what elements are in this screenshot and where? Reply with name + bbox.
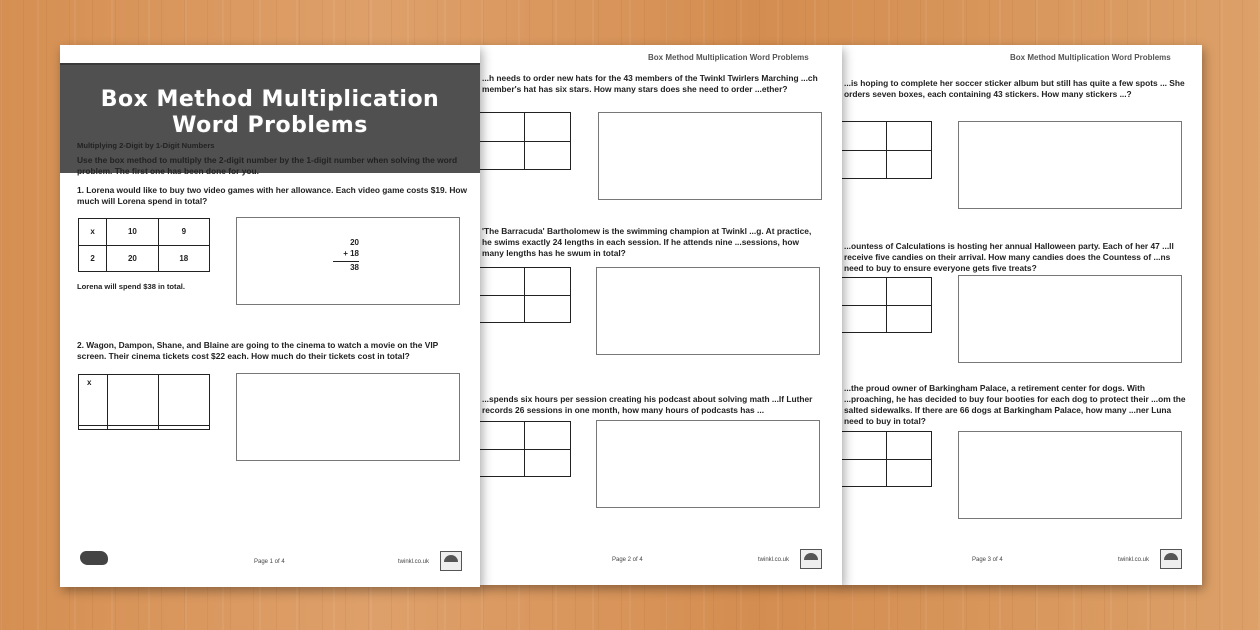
box-grid bbox=[840, 277, 932, 333]
twinkl-logo-icon bbox=[1160, 549, 1182, 569]
box-grid bbox=[840, 431, 932, 487]
question-1: 1. Lorena would like to buy two video games with her allowance. Each video game costs $19. How much will Lorena spend in total? bbox=[77, 185, 468, 206]
box-grid bbox=[478, 267, 571, 323]
twinkl-logo-icon bbox=[440, 551, 462, 571]
answer-box bbox=[598, 112, 822, 200]
question-7: ...ountess of Calculations is hosting her annual Halloween party. Each of her 47 ...ll receive five candies on their arrival. How many candies does the Countess of ...ns need to buy to ensure everyone gets five treats? bbox=[844, 241, 1174, 273]
site-link: twinkl.co.uk bbox=[1118, 557, 1150, 563]
box-grid bbox=[478, 421, 571, 477]
site-link: twinkl.co.uk bbox=[398, 559, 430, 565]
grid-cell: x bbox=[79, 219, 107, 246]
answer-sentence: Lorena will spend $38 in total. bbox=[77, 282, 186, 291]
answer-box bbox=[596, 267, 820, 355]
site-link: twinkl.co.uk bbox=[758, 557, 790, 563]
page-title: Box Method Multiplication bbox=[100, 87, 440, 112]
page-header: Box Method Multiplication Word Problems bbox=[1010, 53, 1171, 62]
box-grid bbox=[78, 374, 210, 430]
calc-line: + 18 bbox=[343, 249, 359, 258]
question-5: ...spends six hours per session creating his podcast about solving math ...If Luther records 26 sessions in one month, how many hours of podcasts has ... bbox=[482, 394, 813, 415]
grid-cell: 2 bbox=[79, 245, 107, 272]
question-4: 'The Barracuda' Bartholomew is the swimming champion at Twinkl ...g. At practice, he swims exactly 24 lengths in each session. If he attends nine ...sessions, how many lengths has he swum in total? bbox=[482, 226, 812, 258]
question-2: 2. Wagon, Dampon, Shane, and Blaine are going to the cinema to watch a movie on the VIP screen. Their cinema tickets cost $22 each. How much do their tickets cost in total? bbox=[77, 340, 439, 361]
grid-cell: 20 bbox=[107, 245, 158, 272]
page-title-line-2: Word Problems bbox=[172, 113, 368, 138]
question-8: ...the proud owner of Barkingham Palace, a retirement center for dogs. With ...proaching, he has decided to buy four booties for each dog to protect their ...om the salted sidewalks. If there are 66 dogs at Barkingham Palace, how many ...ner Luna need to buy in total? bbox=[844, 383, 1186, 426]
box-grid bbox=[840, 121, 932, 179]
answer-box-example bbox=[236, 217, 460, 305]
page-header: Box Method Multiplication Word Problems bbox=[648, 53, 809, 62]
answer-box bbox=[958, 121, 1182, 209]
answer-box bbox=[958, 431, 1182, 519]
instructions: Use the box method to multiply the 2-digit number by the 1-digit number when solving the word problem. The first one has been done for you. bbox=[77, 155, 458, 176]
calc-result: 38 bbox=[350, 263, 359, 272]
worksheet-page-2 bbox=[478, 45, 842, 585]
calc-rule bbox=[333, 261, 359, 262]
box-grid bbox=[478, 112, 571, 170]
subtitle: Multiplying 2-Digit by 1-Digit Numbers bbox=[77, 141, 215, 150]
page-number: Page 2 of 4 bbox=[612, 557, 643, 563]
grid-cell: 18 bbox=[158, 245, 209, 272]
answer-box bbox=[596, 420, 820, 508]
answer-box bbox=[236, 373, 460, 461]
answer-box bbox=[958, 275, 1182, 363]
box-grid-example bbox=[78, 218, 210, 272]
page-number: Page 1 of 4 bbox=[254, 559, 285, 565]
grid-cell: 10 bbox=[107, 219, 158, 246]
grid-cell: x bbox=[79, 375, 108, 426]
twinkl-logo-icon bbox=[800, 549, 822, 569]
grid-cell: 9 bbox=[158, 219, 209, 246]
calc-line: 20 bbox=[350, 238, 359, 247]
worksheet-page-1 bbox=[60, 45, 480, 587]
question-6: ...is hoping to complete her soccer sticker album but still has quite a few spots ... She orders seven boxes, each containing 43 stickers. How many stickers ...? bbox=[844, 78, 1185, 99]
page-number: Page 3 of 4 bbox=[972, 557, 1003, 563]
worksheet-page-3 bbox=[840, 45, 1202, 585]
twinkl-brand-icon bbox=[80, 551, 108, 565]
question-3: ...h needs to order new hats for the 43 members of the Twinkl Twirlers Marching ...ch member's hat has six stars. How many stars does she need to order ...ether? bbox=[482, 73, 818, 94]
